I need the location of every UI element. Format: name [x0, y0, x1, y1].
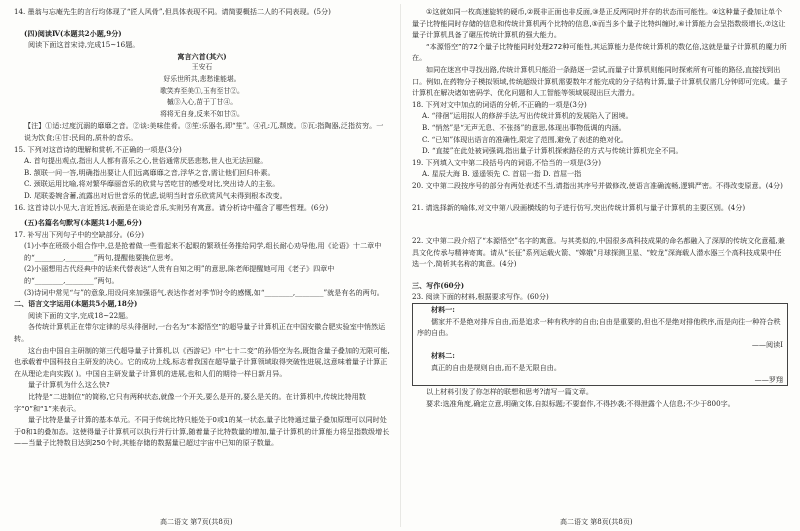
- language-section-intro: 阅读下面的文字,完成18~22题。: [28, 310, 133, 320]
- q18-option-d: D. “直接”在此处被词强调,指出量子计算机探索路径的方式与传统计算机完全不同。: [422, 146, 683, 156]
- language-section-title: 二、语言文字运用(本题共5小题,18分): [14, 299, 138, 309]
- question-14: 14. 墨翁与忘庵先生的言行均体现了“匠人风骨”,但具体表现不同。请简要概括二人的不同表现。(5分): [14, 7, 331, 16]
- poem-note: 【注】①适:过度沉溺的靡靡之音。②谈:美味佳肴。③笙:乐器名,即“笙”。④孔:兀,颓废。⑤瓦:指陶器,泛指贫穷。一说为饮食;④甘:民间的,质朴的音乐。: [24, 121, 384, 142]
- passage-paragraph-5: 量子比特是量子计算的基本单元。不同于传统比特只能处于0或1的某一状态,量子比特通过量子叠加原理可以同时处于0和1的叠加态。这使得量子计算机可以执行并行计算,随着量子比特数量的增加,量子计算机的计算能力将呈指数级增长——当量子比特数目达到250个时,其能存储的数据量已超过宇宙中已知的原子数量。: [14, 415, 390, 448]
- question-16: 16. 这首诗以小见大,言近旨远,表面是在谈论音乐,实则另有寓意。请分析诗中蕴含了哪些哲理。(6分): [14, 202, 329, 212]
- material-1-text: 儒家并不是绝对排斥自由,而是追求一种有秩序的自由;自由是重要的,但也不是绝对排他秩序,而是向往一种符合秩序的自由。: [417, 316, 781, 338]
- q15-option-a: A. 首句提出观点,指出人人都有喜乐之心,世俗通常厌恶悲愁,世人也无法回避。: [24, 156, 268, 166]
- right-column: [412, 6, 788, 409]
- question-15: 15. 下列对这首诗的理解和赏析,不正确的一项是(3分): [14, 144, 182, 154]
- poem-line-4: 将将无自身,反来不如甘⑤。: [160, 109, 244, 118]
- material-2-source: ——罗翔: [754, 374, 783, 384]
- material-2-text: 真正的自由是规则自由,而不是无限自由。: [431, 363, 561, 373]
- q18-option-b: B. “悄然”是“无声无息、不张扬”的意思,体现出事物低调的内涵。: [422, 122, 626, 132]
- left-column: [14, 6, 390, 449]
- q17-item-2: (2)小丽想用古代经典中的话来代替表达“人贵有自知之明”的意思,陈老师提醒她可用《老子》四章中的“________,________”两句。: [24, 264, 335, 286]
- question-22: 22. 文中第二段介绍了“本源悟空”名字的寓意。与其类似的,中国很多高科技成果的命名都融入了深厚的传统文化意蕴,兼具文化传承与精神寄寓。请从“长征”系列运载火箭、“嫦娥”月球探测卫星、“蛟龙”深海载人潜水器三个高科技成果中任选一个,简析其名称的寓意。(4分): [412, 236, 785, 269]
- q18-option-c: C. “已知”体现出语言的准确性,限定了范围,避免了表述的绝对化。: [422, 134, 628, 144]
- material-2-label: 材料二:: [431, 351, 455, 361]
- passage-paragraph-7: “本源悟空”的72个量子比特能同时处理272种可能性,其运算能力是传统计算机的数亿倍,这就是量子计算机的魔力所在。: [412, 41, 787, 63]
- writing-task: 以上材料引发了你怎样的联想和思考?请写一篇文章。: [426, 387, 593, 397]
- section-4-intro: 阅读下面这首宋诗,完成15~16题。: [28, 40, 140, 50]
- question-19: 19. 下列填入文中第二段括号内的词语,不恰当的一项是(3分): [412, 157, 601, 167]
- material-1-source: ——阅读Ⅰ: [751, 339, 783, 349]
- question-20: 20. 文中第二段按序号的部分有两处表述不当,请指出其序号并做修改,使语言准确流畅,逻辑严密。不得改变原意。(4分): [412, 180, 783, 190]
- question-18: 18. 下列对文中加点的词语的分析,不正确的一项是(3分): [412, 99, 587, 109]
- poem-line-1: 好乐世所共,悲愁谁能堪。: [163, 74, 241, 83]
- question-21: 21. 请选择新的喻体,对文中第八段画横线的句子进行仿写,突出传统计算机与量子计算机的主要区别。(4分): [412, 202, 746, 212]
- q19-options: A. 星辰大海 B. 遥遥领先 C. 首屈一指 D. 首屈一指: [422, 169, 582, 179]
- question-23: 23. 阅读下面的材料,根据要求写作。(60分): [412, 292, 549, 302]
- passage-paragraph-1: 各传统计算机正在带尔定律的尽头徘徊时,一台名为“本源悟空”的超导量子计算机正在中国安徽合肥实验室中悄然运转。: [14, 322, 386, 344]
- q18-option-a: A. “徘徊”运用拟人的修辞手法,写出传统计算机的发展陷入了困境。: [422, 111, 633, 121]
- poem-line-2: 歌笑弃至美①,玉有至甘②。: [160, 86, 244, 95]
- passage-paragraph-2: 这台由中国自主研制的第三代超导量子计算机,以《西游记》中“七十二变”的孙悟空为名,既饱含量子叠加的无限可能,也承载着中国科技自主研发的决心。它的成功上线,标志着我国在超导量子计算领域取得突破性进展,这意味着量子计算正在从理论走向实践( )。中国自主研发量子计算机的进展,也和人们的期待一样日新月异。: [14, 345, 390, 378]
- q15-option-b: B. 颔联一问一答,明确指出要让人们远离靡靡之音,浮华之音,需让他们回归朴素。: [24, 167, 275, 177]
- poem-line-3: 槭③入心,苗于丁甘④。: [166, 98, 238, 107]
- passage-paragraph-4: 比特是“二进制位”的简称,它只有两种状态,就像一个开关,要么是开的,要么是关的。在计算机中,传统比特用数字“0”和“1”来表示。: [14, 392, 366, 413]
- material-2-box: [412, 350, 788, 386]
- passage-paragraph-6: ①这就如同一枚高速旋转的硬币,②既非正面也非反面,③是正反两同时并存的状态而可能性。④这种量子叠加让单个量子比特能同时存储的信息和传统计算机两个比特的信息,⑤而当多个量子比特纠缠时,⑥计算能力会呈指数级增长,⑦这让量子计算机具备了碾压传统计算机的强大能力。: [412, 7, 786, 40]
- material-1-label: 材料一:: [431, 305, 455, 315]
- page-divider: [400, 4, 401, 527]
- q15-option-d: D. 尾联委婉含蓄,流露出对后世音乐的忧虑,说明当时音乐欣赏风气未得到根本改变。: [24, 190, 287, 200]
- writing-section-title: 三、写作(60分): [412, 280, 465, 290]
- poem-author: 王安石: [191, 63, 213, 72]
- passage-paragraph-8: 如同在迷宫中寻找出路,传统计算机只能沿一条路逐一尝试,而量子计算机则能同时探索所有可能的路径,直接找到出口。例如,在药物分子模拟领域,传统超级计算机需要数年才能完成的分子结构计算,量子计算机仅需几分钟即可完成。量子计算机在解决诸如密码学、优化问题和人工智能等领域展现出巨大潜力。: [412, 64, 788, 98]
- question-17: 17. 补写出下列句子中的空缺部分。(6分): [14, 229, 144, 239]
- left-page-footer: 高二语文 第7页(共8页): [160, 518, 233, 526]
- material-1-box: [412, 303, 788, 350]
- section-4-title: (四)阅读Ⅳ(本题共2小题,9分): [24, 28, 122, 38]
- section-5-title: (五)名篇名句默写(本题共1小题,6分): [24, 218, 142, 228]
- q15-option-c: C. 颈联运用比喻,将对繁华靡丽音乐的欣赏与苦吃甘的感受对比,突出诗人的主张。: [24, 179, 280, 189]
- right-page-footer: 高二语文 第8页(共8页): [560, 518, 633, 526]
- writing-requirements: 要求:选准角度,确定立意,明确文体,自拟标题;不要套作,不得抄袭;不得泄露个人信息;不少于800字。: [426, 398, 735, 408]
- q17-item-3: (3)诗词中常见“与”的意象,用设问来加强语气,表达作者对季节时令的感慨,如“________,________”就是有名的两句。: [24, 287, 384, 297]
- poem-title: 寓言六首(其六): [177, 51, 227, 61]
- passage-paragraph-3: 量子计算机为什么这么快?: [28, 380, 110, 390]
- q17-item-1: (1)小李在班级小组合作中,总是抢着做一些看起来不起眼的繁琐任务推给同学,组长耐心劝导他,用《论语》十二章中的“________,________”两句,提醒他要换位思考。: [24, 241, 382, 262]
